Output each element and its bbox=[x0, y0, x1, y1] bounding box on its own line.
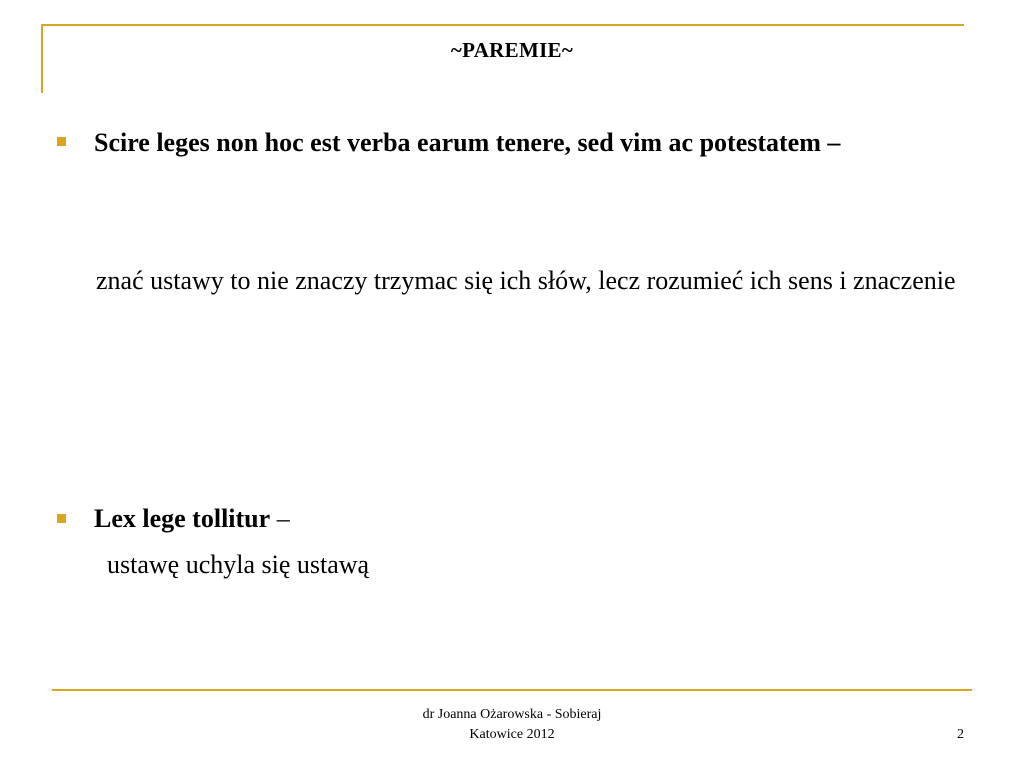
latin-maxim-1-dash: – bbox=[827, 128, 841, 157]
frame-top-line bbox=[41, 24, 964, 26]
latin-maxim-1-text: Scire leges non hoc est verba earum tenere, sed vim ac potestatem bbox=[94, 128, 821, 157]
latin-maxim-2-text: Lex lege tollitur bbox=[94, 504, 271, 533]
latin-maxim-1 bbox=[94, 122, 963, 164]
latin-maxim-2 bbox=[94, 498, 290, 540]
latin-maxim-2-dash: – bbox=[276, 504, 290, 533]
slide-title: ~PAREMIE~ bbox=[450, 38, 574, 62]
translation-1: znać ustawy to nie znaczy trzymac się ich słów, lecz rozumieć ich sens i znaczenie bbox=[96, 266, 956, 295]
footer-place-year: Katowice 2012 bbox=[469, 727, 555, 742]
translation-2: ustawę uchyla się ustawą bbox=[107, 550, 370, 579]
footer bbox=[0, 705, 1024, 745]
footer-divider bbox=[52, 689, 972, 691]
bullet-square-icon bbox=[57, 514, 66, 523]
footer-author: dr Joanna Ożarowska - Sobieraj bbox=[422, 707, 602, 722]
page-number: 2 bbox=[957, 727, 964, 742]
bullet-square-icon bbox=[57, 137, 66, 146]
